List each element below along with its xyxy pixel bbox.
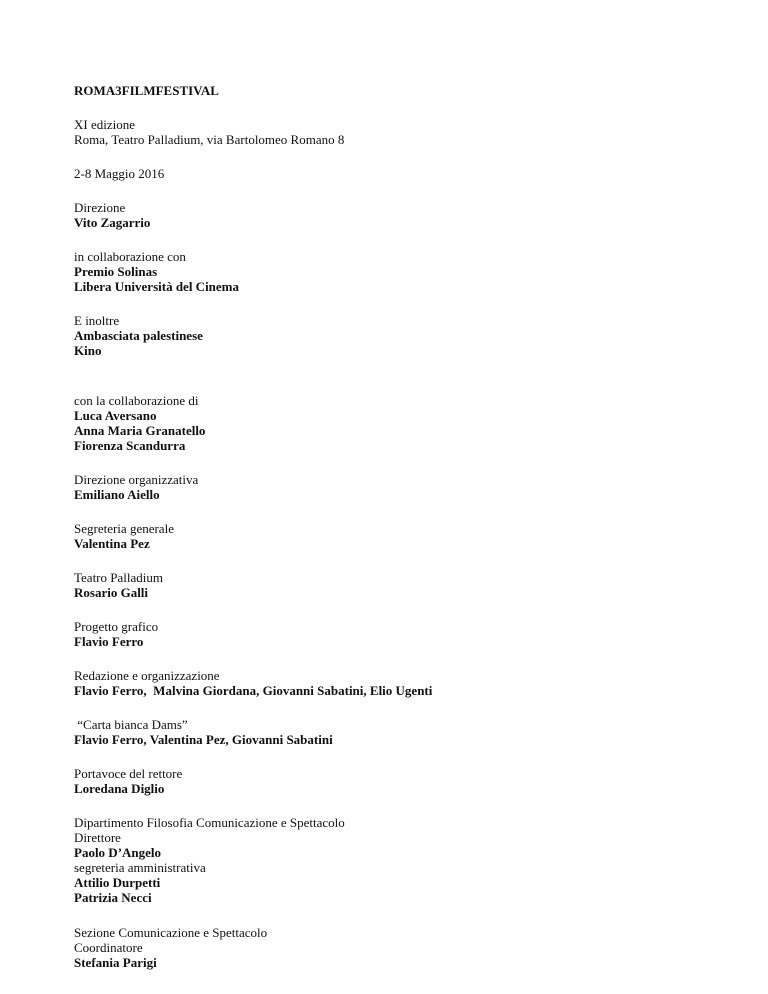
redazione-label: Redazione e organizzazione [74,668,220,683]
in-collaborazione-name: Premio Solinas [74,264,158,279]
con-collaborazione-label: con la collaborazione di [74,393,199,408]
carta-bianca-label: “Carta bianca Dams” [74,717,188,732]
in-collaborazione-name: Libera Università del Cinema [74,279,240,294]
teatro-label: Teatro Palladium [74,570,163,585]
portavoce-label: Portavoce del rettore [74,766,183,781]
dipartimento-staff-name: Attilio Durpetti [74,875,161,890]
venue: Roma, Teatro Palladium, via Bartolomeo Romano 8 [74,132,345,147]
sezione-coordinator-name: Stefania Parigi [74,955,157,970]
inoltre-label: E inoltre [74,313,120,328]
inoltre-name: Ambasciata palestinese [74,328,203,343]
edition: XI edizione [74,117,136,132]
segreteria-label: Segreteria generale [74,521,174,536]
direzione-label: Direzione [74,200,126,215]
direzione-organizzativa-label: Direzione organizzativa [74,472,199,487]
carta-bianca-names: Flavio Ferro, Valentina Pez, Giovanni Sabatini [74,732,333,747]
teatro-name: Rosario Galli [74,585,149,600]
segreteria-name: Valentina Pez [74,536,150,551]
dipartimento-role-segreteria: segreteria amministrativa [74,860,206,875]
con-collaborazione-name: Fiorenza Scandurra [74,438,186,453]
direzione-name: Vito Zagarrio [74,215,151,230]
direzione-organizzativa-name: Emiliano Aiello [74,487,160,502]
portavoce-name: Loredana Diglio [74,781,165,796]
con-collaborazione-name: Luca Aversano [74,408,157,423]
inoltre-name: Kino [74,343,102,358]
dipartimento-staff-name: Patrizia Necci [74,890,152,905]
dipartimento-role-direttore: Direttore [74,830,121,845]
redazione-names: Flavio Ferro, Malvina Giordana, Giovanni Sabatini, Elio Ugenti [74,683,433,698]
festival-title: ROMA3FILMFESTIVAL [74,83,219,98]
progetto-name: Flavio Ferro [74,634,144,649]
con-collaborazione-name: Anna Maria Granatello [74,423,206,438]
sezione-label: Sezione Comunicazione e Spettacolo [74,925,268,940]
dates: 2-8 Maggio 2016 [74,166,165,181]
progetto-label: Progetto grafico [74,619,159,634]
in-collaborazione-label: in collaborazione con [74,249,186,264]
dipartimento-label: Dipartimento Filosofia Comunicazione e Spettacolo [74,815,345,830]
dipartimento-director-name: Paolo D’Angelo [74,845,162,860]
sezione-role: Coordinatore [74,940,143,955]
